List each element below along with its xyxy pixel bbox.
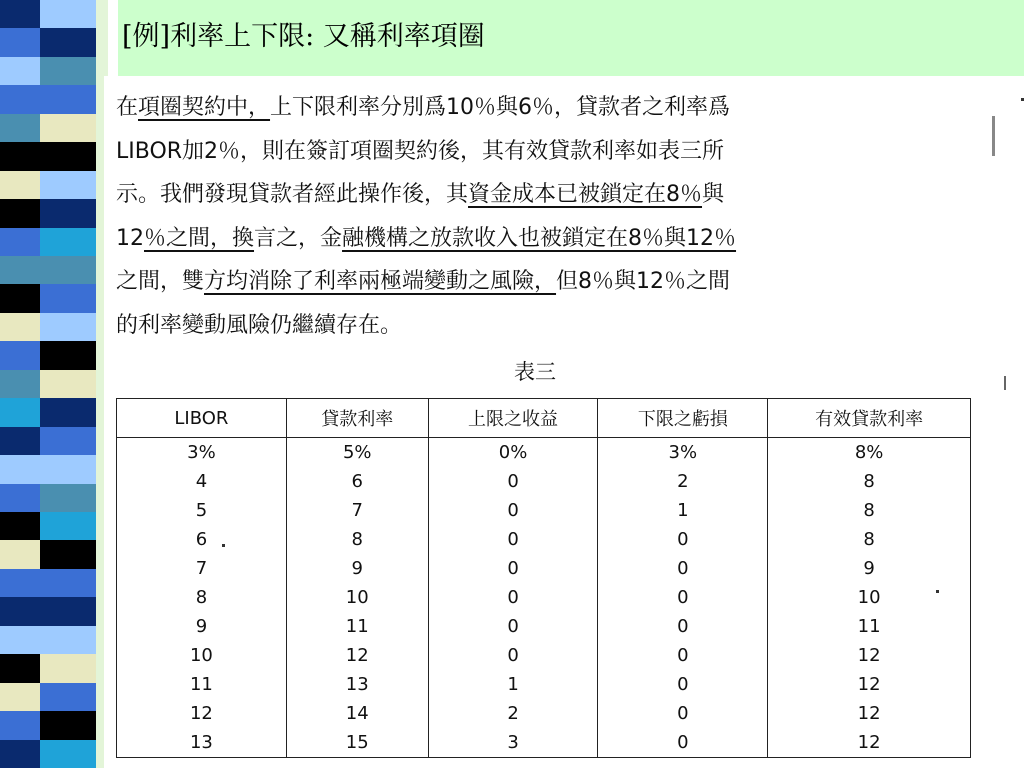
stripe-block <box>0 455 40 484</box>
cell-loan-rate: 5% <box>286 438 428 468</box>
underlined-segment: 融機構之放款收入也被鎖定在8％與12％ <box>342 225 737 251</box>
stripe-block <box>40 142 96 171</box>
cell-libor: 3% <box>117 438 287 468</box>
cell-loan-rate: 9 <box>286 554 428 583</box>
cell-loan-rate: 11 <box>286 612 428 641</box>
stripe-block <box>0 28 40 57</box>
stripe-block <box>40 597 96 626</box>
text-segment: 12 <box>116 225 144 251</box>
cell-libor: 5 <box>117 496 287 525</box>
stripe-block <box>40 455 96 484</box>
table-row <box>117 525 971 554</box>
cell-libor: 10 <box>117 641 287 670</box>
stripe-block <box>40 313 96 342</box>
stripe-block <box>0 284 40 313</box>
header-libor: LIBOR <box>117 399 287 438</box>
stripe-block <box>0 711 40 740</box>
cell-effective-rate: 12 <box>768 641 971 670</box>
scanned-content <box>104 76 1024 768</box>
paragraph-line-6: 的利率變動風險仍繼續存在。 <box>116 312 403 338</box>
paragraph-line-5 <box>104 260 984 304</box>
cell-effective-rate: 8 <box>768 467 971 496</box>
cell-cap-gain: 2 <box>428 699 598 728</box>
stripe-block <box>0 683 40 712</box>
cell-loan-rate: 14 <box>286 699 428 728</box>
table-row <box>117 612 971 641</box>
stripe-block <box>40 284 96 313</box>
stripe-block <box>0 398 40 427</box>
interest-rate-table <box>116 398 971 758</box>
stripe-block <box>40 683 96 712</box>
cell-floor-loss: 0 <box>598 728 768 758</box>
cell-floor-loss: 2 <box>598 467 768 496</box>
cell-loan-rate: 13 <box>286 670 428 699</box>
header-floor-loss: 下限之虧損 <box>598 399 768 438</box>
cell-loan-rate: 6 <box>286 467 428 496</box>
cell-cap-gain: 0 <box>428 583 598 612</box>
text-segment: 示。我們發現貸款者經此操作後，其 <box>116 182 469 207</box>
table-body <box>117 438 971 758</box>
stripe-block <box>40 256 96 285</box>
page-title: [例]利率上下限: 又稱利率項圈 <box>122 21 485 52</box>
stripe-block <box>0 484 40 513</box>
table-row <box>117 641 971 670</box>
stripe-block <box>0 228 40 257</box>
stripe-block <box>0 370 40 399</box>
cell-loan-rate: 7 <box>286 496 428 525</box>
cell-libor: 12 <box>117 699 287 728</box>
cell-libor: 6 <box>117 525 287 554</box>
stripe-block <box>40 199 96 228</box>
stripe-block <box>0 313 40 342</box>
stripe-block <box>0 427 40 456</box>
decorative-stripe <box>0 0 108 768</box>
table-row <box>117 438 971 468</box>
cell-loan-rate: 12 <box>286 641 428 670</box>
stripe-block <box>40 370 96 399</box>
cell-cap-gain: 0 <box>428 612 598 641</box>
stripe-block <box>40 654 96 683</box>
paragraph-line-3 <box>104 173 984 217</box>
underlined-segment: ％之間，換 <box>144 225 255 251</box>
scan-speck <box>222 544 225 547</box>
cell-cap-gain: 0 <box>428 467 598 496</box>
cell-effective-rate: 12 <box>768 699 971 728</box>
cell-cap-gain: 0% <box>428 438 598 468</box>
text-segment: 與 <box>702 182 725 207</box>
stripe-block <box>40 540 96 569</box>
stripe-block <box>0 171 40 200</box>
cell-cap-gain: 0 <box>428 525 598 554</box>
stripe-block <box>0 654 40 683</box>
cell-floor-loss: 1 <box>598 496 768 525</box>
text-segment: 言之，金 <box>254 225 343 251</box>
cell-loan-rate: 10 <box>286 583 428 612</box>
cell-cap-gain: 1 <box>428 670 598 699</box>
cell-libor: 7 <box>117 554 287 583</box>
cell-libor: 4 <box>117 467 287 496</box>
cell-cap-gain: 0 <box>428 554 598 583</box>
cell-effective-rate: 10 <box>768 583 971 612</box>
cell-effective-rate: 12 <box>768 670 971 699</box>
table-row <box>117 728 971 758</box>
cell-effective-rate: 9 <box>768 554 971 583</box>
stripe-block <box>0 57 40 86</box>
stripe-block <box>40 626 96 655</box>
stripe-block <box>40 0 96 29</box>
paragraph-line-4 <box>104 217 984 261</box>
table-row <box>117 699 971 728</box>
table-row <box>117 496 971 525</box>
stripe-block <box>40 28 96 57</box>
cell-floor-loss: 0 <box>598 554 768 583</box>
cell-loan-rate: 8 <box>286 525 428 554</box>
stripe-block <box>0 0 40 29</box>
stripe-block <box>0 540 40 569</box>
stripe-column-left <box>0 0 40 768</box>
cell-effective-rate: 8 <box>768 496 971 525</box>
stripe-block <box>0 569 40 598</box>
stripe-block <box>0 199 40 228</box>
cell-libor: 11 <box>117 670 287 699</box>
cell-effective-rate: 8% <box>768 438 971 468</box>
title-bar <box>118 0 1024 76</box>
cell-cap-gain: 0 <box>428 496 598 525</box>
stripe-block <box>40 427 96 456</box>
cell-floor-loss: 0 <box>598 670 768 699</box>
table-caption: 表三 <box>514 360 556 384</box>
cell-effective-rate: 8 <box>768 525 971 554</box>
cell-libor: 9 <box>117 612 287 641</box>
stripe-block <box>40 740 96 768</box>
stripe-block <box>40 711 96 740</box>
scan-speck <box>1004 376 1006 390</box>
table-row <box>117 467 971 496</box>
stripe-block <box>40 512 96 541</box>
table-row <box>117 583 971 612</box>
paragraph <box>104 86 984 347</box>
cell-libor: 8 <box>117 583 287 612</box>
stripe-block <box>40 569 96 598</box>
header-loan-rate: 貸款利率 <box>286 399 428 438</box>
stripe-block <box>0 740 40 768</box>
stripe-block <box>0 256 40 285</box>
stripe-block <box>40 228 96 257</box>
stripe-block <box>40 341 96 370</box>
stripe-block <box>40 171 96 200</box>
cell-floor-loss: 0 <box>598 525 768 554</box>
text-segment: 但8％與12％之間 <box>556 269 731 294</box>
stripe-block <box>40 114 96 143</box>
underlined-segment: 資金成本已被鎖定在8％ <box>468 182 703 207</box>
cell-floor-loss: 0 <box>598 583 768 612</box>
stripe-column-right <box>40 0 96 768</box>
cell-effective-rate: 11 <box>768 612 971 641</box>
paragraph-line-1 <box>104 86 984 130</box>
underlined-segment: 方均消除了利率兩極端變動之風險， <box>204 269 557 294</box>
cell-libor: 13 <box>117 728 287 758</box>
header-effective-rate: 有效貸款利率 <box>768 399 971 438</box>
text-segment: 上下限利率分別爲10％與6％，貸款者之利率爲 <box>270 95 731 120</box>
stripe-block <box>0 85 40 114</box>
text-segment: 在 <box>116 95 139 120</box>
text-segment: 之間，雙 <box>116 269 205 294</box>
scan-speck <box>936 590 939 593</box>
scan-speck <box>992 116 995 156</box>
paragraph-line-2: LIBOR加2％，則在簽訂項圈契約後，其有效貸款利率如表三所 <box>116 138 725 164</box>
cell-floor-loss: 0 <box>598 641 768 670</box>
stripe-block <box>40 85 96 114</box>
stripe-block <box>0 114 40 143</box>
stripe-block <box>0 512 40 541</box>
cell-loan-rate: 15 <box>286 728 428 758</box>
header-cap-gain: 上限之收益 <box>428 399 598 438</box>
stripe-block <box>0 341 40 370</box>
stripe-block <box>0 142 40 171</box>
cell-cap-gain: 3 <box>428 728 598 758</box>
cell-cap-gain: 0 <box>428 641 598 670</box>
cell-floor-loss: 0 <box>598 612 768 641</box>
stripe-block <box>40 484 96 513</box>
stripe-block <box>40 398 96 427</box>
underlined-segment: 項圈契約中， <box>138 95 271 120</box>
stripe-block <box>0 597 40 626</box>
table-row <box>117 670 971 699</box>
cell-floor-loss: 0 <box>598 699 768 728</box>
cell-floor-loss: 3% <box>598 438 768 468</box>
table-header-row <box>117 399 971 438</box>
stripe-block <box>40 57 96 86</box>
cell-effective-rate: 12 <box>768 728 971 758</box>
stripe-block <box>0 626 40 655</box>
table-row <box>117 554 971 583</box>
